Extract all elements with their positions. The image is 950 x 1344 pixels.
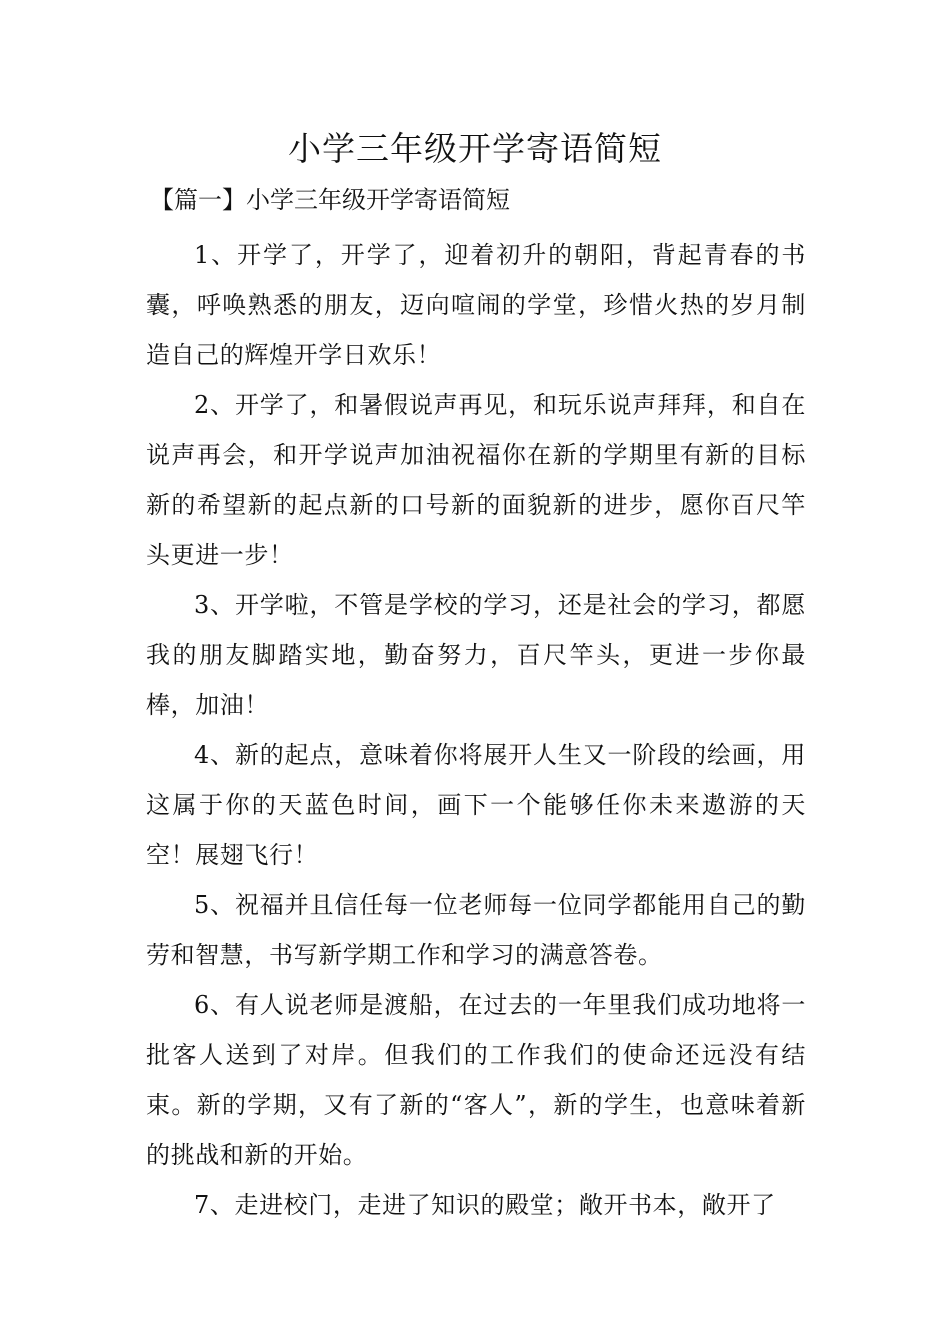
paragraph-2: 2、开学了，和暑假说声再见，和玩乐说声拜拜，和自在说声再会，和开学说声加油祝福你在新的学期里有新的目标新的希望新的起点新的口号新的面貌新的进步，愿你百尺竿头更进一步！ (146, 391, 806, 569)
document-title: 小学三年级开学寄语简短 (288, 129, 662, 168)
paragraph-6: 6、有人说老师是渡船，在过去的一年里我们成功地将一批客人送到了对岸。但我们的工作我们的使命还远没有结束。新的学期，又有了新的“客人”，新的学生，也意味着新的挑战和新的开始。 (146, 991, 806, 1169)
document-body (146, 230, 806, 1230)
section-heading: 【篇一】小学三年级开学寄语简短 (150, 186, 510, 214)
paragraph-3: 3、开学啦，不管是学校的学习，还是社会的学习，都愿我的朋友脚踏实地，勤奋努力，百尺竿头，更进一步你最棒，加油！ (146, 591, 806, 719)
paragraph-4: 4、新的起点，意味着你将展开人生又一阶段的绘画，用这属于你的天蓝色时间，画下一个能够任你未来遨游的天空！展翅飞行！ (146, 741, 806, 869)
paragraph-1: 1、开学了，开学了，迎着初升的朝阳，背起青春的书囊，呼唤熟悉的朋友，迈向喧闹的学堂，珍惜火热的岁月制造自己的辉煌开学日欢乐！ (146, 241, 806, 369)
paragraph-7: 7、走进校门，走进了知识的殿堂；敞开书本，敞开了 (194, 1191, 776, 1219)
paragraph-5: 5、祝福并且信任每一位老师每一位同学都能用自己的勤劳和智慧，书写新学期工作和学习的满意答卷。 (146, 891, 806, 969)
